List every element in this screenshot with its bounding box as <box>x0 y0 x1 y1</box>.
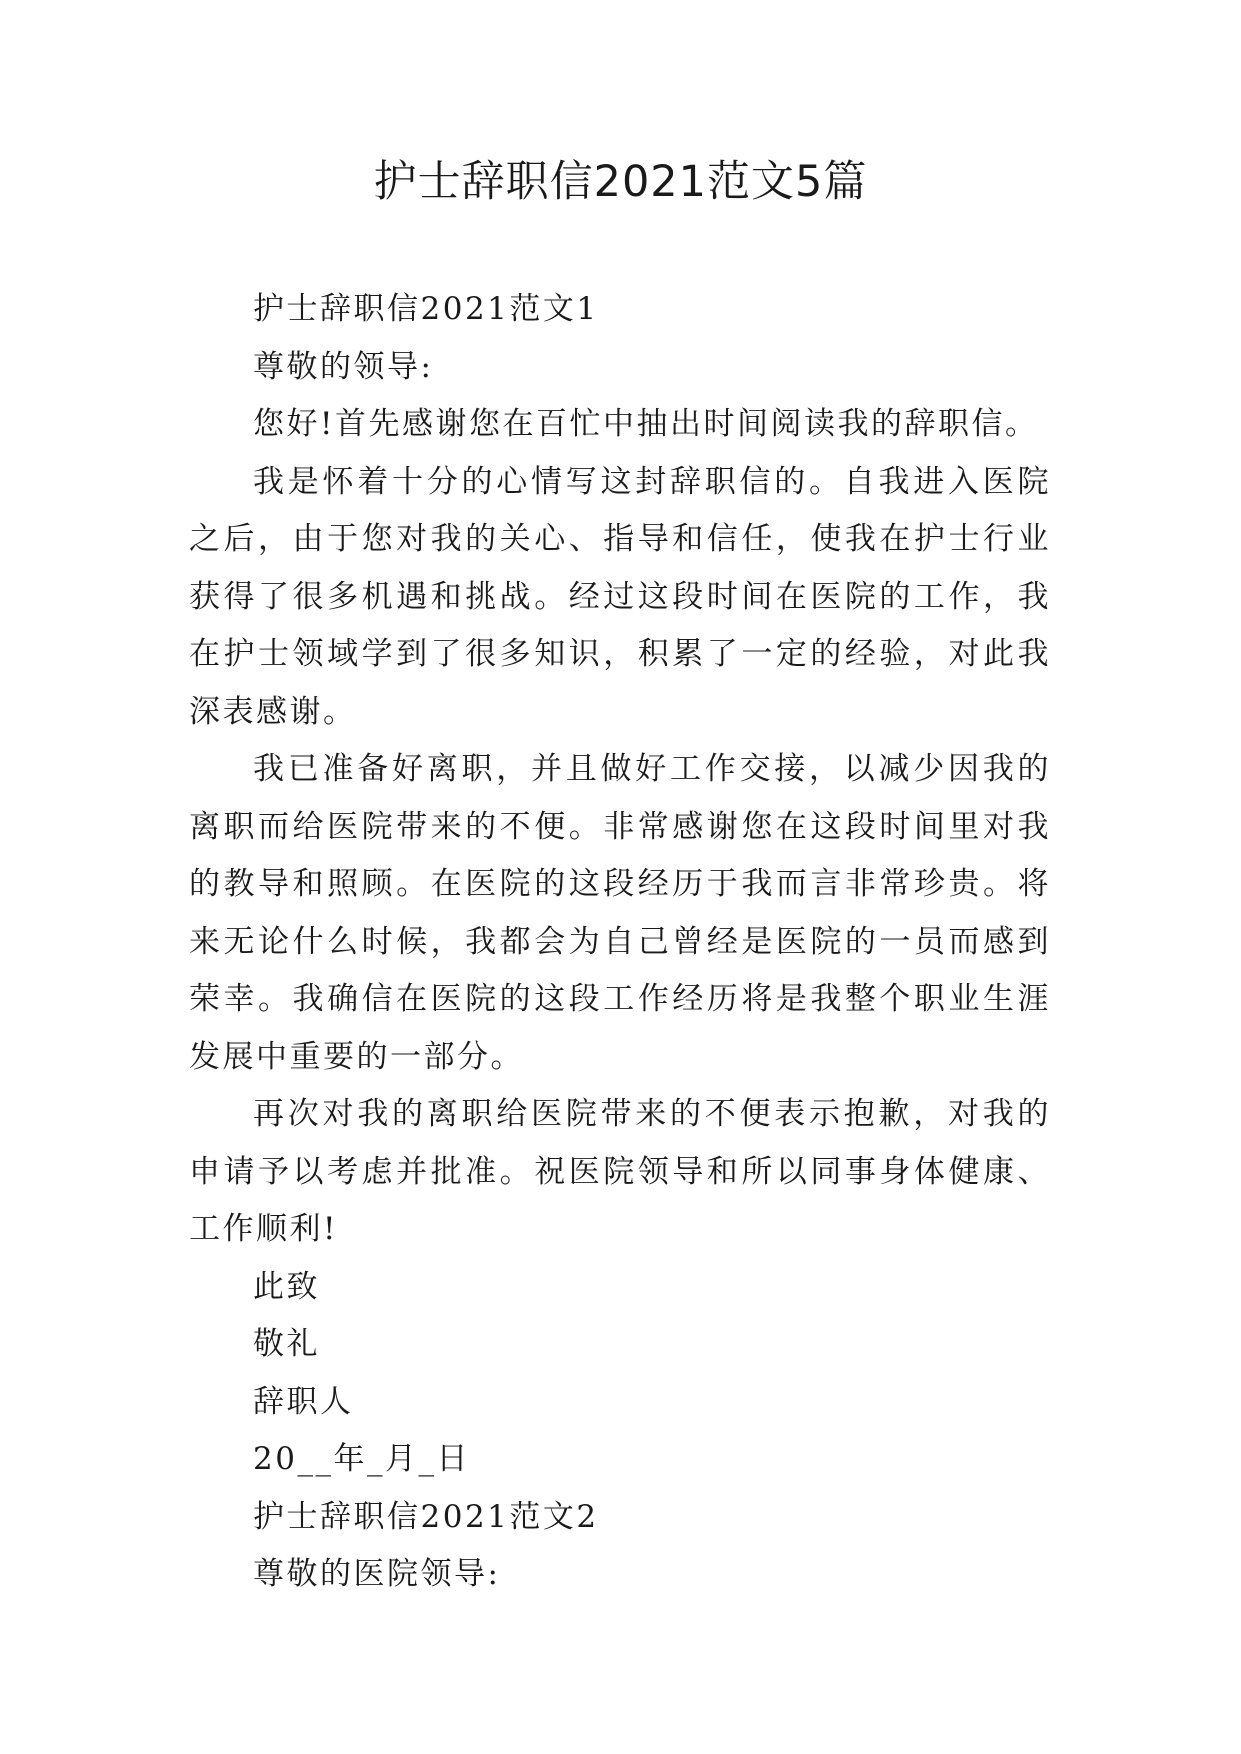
section-heading-1: 护士辞职信2021范文1 <box>253 291 599 327</box>
body-paragraph: 我已准备好离职，并且做好工作交接，以减少因我的离职而给医院带来的不便。非常感谢您在这段时间里对我的教导和照顾。在医院的这段经历于我而言非常珍贵。将来无论什么时候，我都会为自己曾经是医院的一员而感到荣幸。我确信在医院的这段工作经历将是我整个职业生涯发展中重要的一部分。 <box>189 751 1051 1075</box>
closing-line: 此致 <box>253 1268 320 1305</box>
salutation: 尊敬的医院领导: <box>253 1556 501 1592</box>
document-title: 护士辞职信2021范文5篇 <box>373 157 868 207</box>
closing-salute: 敬礼 <box>253 1326 320 1362</box>
signature-label: 辞职人 <box>253 1383 354 1420</box>
body-paragraph: 我是怀着十分的心情写这封辞职信的。自我进入医院之后，由于您对我的关心、指导和信任，使我在护士行业获得了很多机遇和挑战。经过这段时间在医院的工作，我在护士领域学到了很多知识，积累了一定的经验，对此我深表感谢。 <box>189 463 1051 730</box>
salutation: 尊敬的领导: <box>253 348 434 385</box>
greeting-paragraph: 您好!首先感谢您在百忙中抽出时间阅读我的辞职信。 <box>253 406 1039 442</box>
date-line: 20__年_月_日 <box>253 1441 470 1477</box>
body-paragraph: 再次对我的离职给医院带来的不便表示抱歉，对我的申请予以考虑并批准。祝医院领导和所以同事身体健康、工作顺利! <box>189 1096 1051 1247</box>
section-heading-2: 护士辞职信2021范文2 <box>253 1498 599 1535</box>
document-body <box>189 281 1051 1604</box>
